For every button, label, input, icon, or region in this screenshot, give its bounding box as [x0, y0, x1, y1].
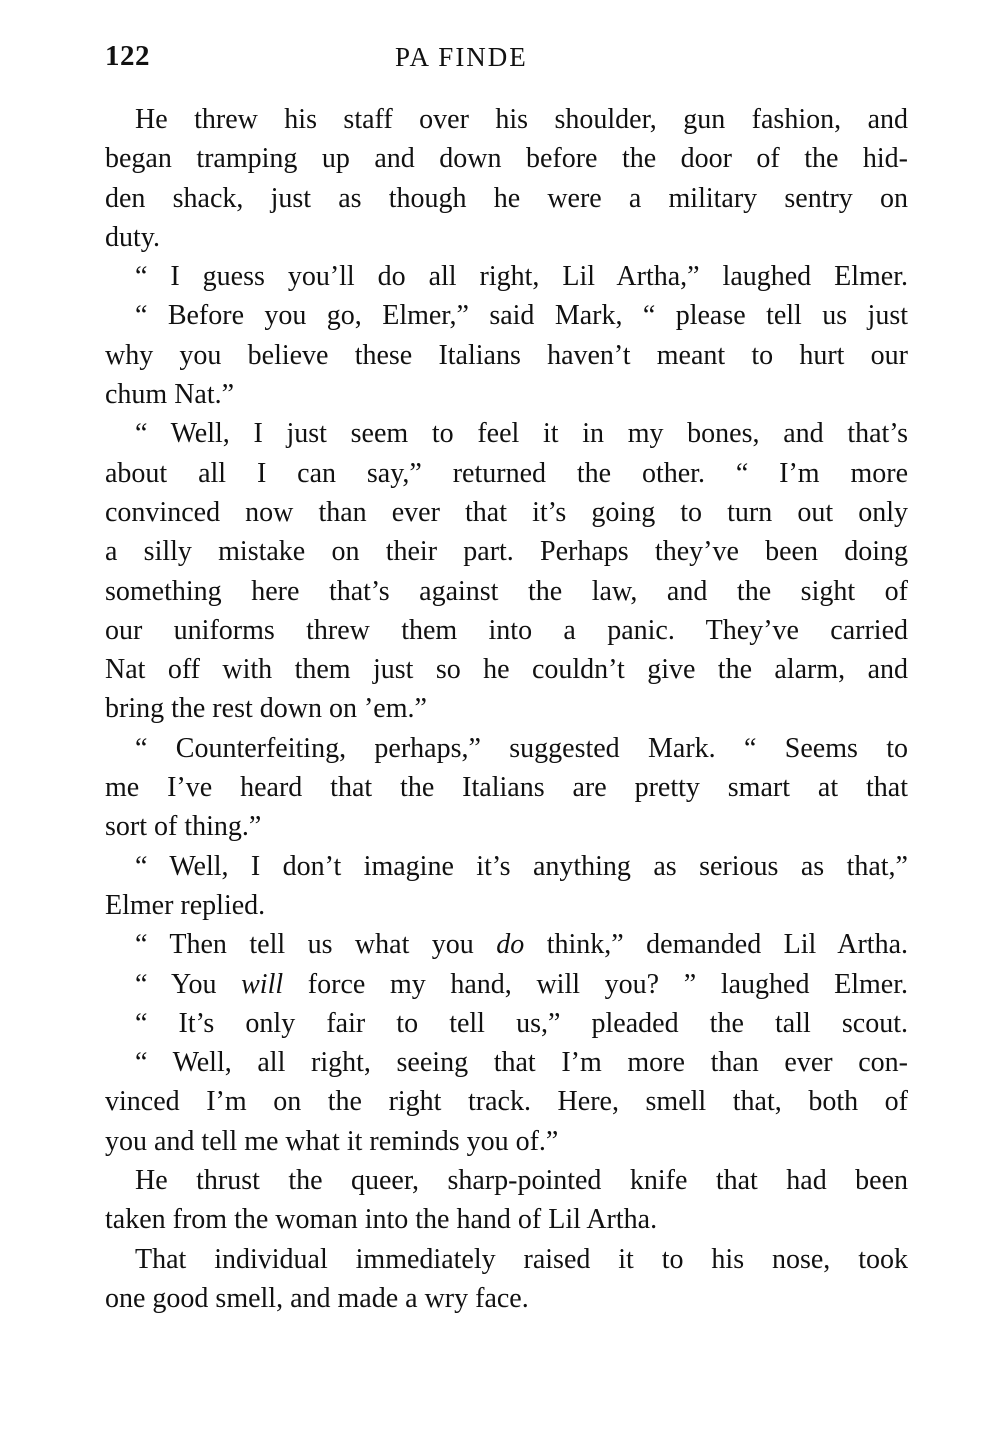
- text-line: duty.: [105, 221, 160, 253]
- text-line: about all I can say,” returned the other. “ I’m more: [105, 457, 908, 489]
- text-line: [105, 965, 908, 1004]
- text-line: a silly mistake on their part. Perhaps they’ve been doing: [105, 536, 908, 568]
- text-line: “ It’s only fair to tell us,” pleaded the tall scout.: [135, 1007, 908, 1039]
- text-segment: “ Then tell us what you: [135, 929, 497, 961]
- text-line: you and tell me what it reminds you of.”: [105, 1125, 559, 1157]
- text-segment: force my hand, will you? ” laughed Elmer.: [283, 968, 908, 1000]
- text-line: [105, 925, 908, 964]
- text-line: why you believe these Italians haven’t meant to hurt our: [105, 339, 908, 371]
- text-line: “ Well, I don’t imagine it’s anything as serious as that,”: [135, 850, 908, 882]
- text-segment: “ You: [135, 968, 242, 1000]
- text-line: den shack, just as though he were a military sentry on: [105, 182, 908, 214]
- italic-word: do: [496, 929, 525, 961]
- text-line: chum Nat.”: [105, 379, 235, 411]
- text-line: taken from the woman into the hand of Lil Artha.: [105, 1204, 658, 1236]
- text-line: convinced now than ever that it’s going to turn out only: [105, 496, 908, 528]
- text-line: That individual immediately raised it to his nose, took: [135, 1243, 908, 1275]
- text-segment: think,” demanded Lil Artha.: [524, 929, 908, 961]
- text-line: Elmer replied.: [105, 889, 266, 921]
- text-line: vinced I’m on the right track. Here, smell that, both of: [105, 1086, 908, 1118]
- text-line: “ I guess you’ll do all right, Lil Artha,” laughed Elmer.: [135, 261, 908, 293]
- text-line: one good smell, and made a wry face.: [105, 1282, 529, 1314]
- text-line: Nat off with them just so he couldn’t give the alarm, and: [105, 654, 908, 686]
- text-line: “ Counterfeiting, perhaps,” suggested Mark. “ Seems to: [135, 732, 908, 764]
- body-text: [105, 100, 908, 1318]
- text-line: bring the rest down on ’em.”: [105, 693, 427, 725]
- text-line: He thrust the queer, sharp-pointed knife that had been: [135, 1165, 908, 1197]
- text-line: He threw his staff over his shoulder, gun fashion, and: [135, 104, 908, 135]
- text-line: “ Well, all right, seeing that I’m more than ever con-: [135, 1047, 908, 1079]
- text-line: something here that’s against the law, and the sight of: [105, 575, 908, 607]
- text-line: sort of thing.”: [105, 811, 262, 843]
- running-head: PA FINDE: [395, 42, 528, 72]
- text-line: began tramping up and down before the door of the hid-: [105, 143, 908, 175]
- page-number: 122: [105, 40, 150, 72]
- italic-word: will: [241, 968, 284, 1000]
- text-line: “ Before you go, Elmer,” said Mark, “ please tell us just: [135, 300, 908, 332]
- text-line: our uniforms threw them into a panic. They’ve carried: [105, 614, 908, 646]
- text-line: me I’ve heard that the Italians are pretty smart at that: [105, 772, 908, 804]
- page-header: [105, 40, 905, 80]
- text-line: “ Well, I just seem to feel it in my bones, and that’s: [135, 418, 908, 450]
